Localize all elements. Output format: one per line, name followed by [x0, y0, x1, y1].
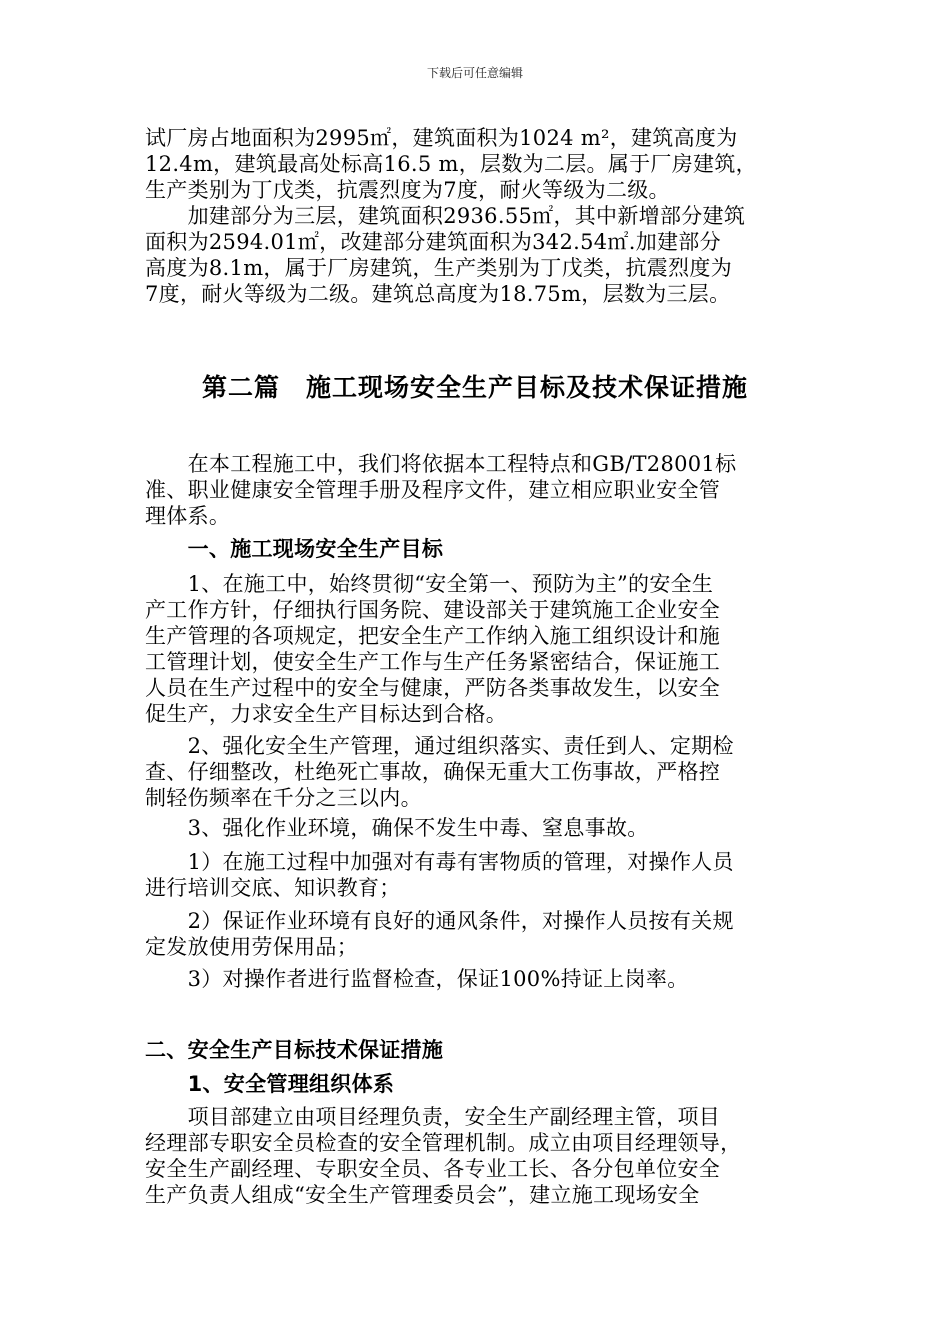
text-line: 高度为8.1m，属于厂房建筑，生产类别为丁戊类，抗震烈度为: [145, 256, 733, 280]
subsection-heading: 1、安全管理组织体系: [145, 1072, 395, 1096]
management-paragraph: [145, 1104, 810, 1208]
text-line: 面积为2594.01㎡，改建部分建筑面积为342.54㎡.加建部分: [145, 230, 721, 254]
text-line: 进行培训交底、知识教育；: [145, 876, 401, 900]
chapter-title: 第二篇 施工现场安全生产目标及技术保证措施: [201, 373, 748, 402]
text-line: 产工作方针，仔细执行国务院、建设部关于建筑施工企业安全: [145, 598, 721, 622]
text-line: 生产负责人组成“安全生产管理委员会”，建立施工现场安全: [145, 1183, 700, 1207]
text-line: 理体系。: [145, 504, 231, 528]
text-line: 生产管理的各项规定，把安全生产工作纳入施工组织设计和施: [145, 624, 721, 648]
text-line: 3、强化作业环境，确保不发生中毒、窒息事故。: [145, 816, 649, 840]
text-line: 安全生产副经理、专职安全员、各专业工长、各分包单位安全: [145, 1157, 721, 1181]
paragraph-intro-system: [145, 451, 810, 529]
text-line: 加建部分为三层，建筑面积2936.55㎡，其中新增部分建筑: [145, 204, 746, 228]
subsection-1-heading-wrap: [145, 1071, 810, 1097]
text-line: 试厂房占地面积为2995㎡，建筑面积为1024 m²，建筑高度为: [145, 126, 738, 150]
text-line: 2）保证作业环境有良好的通风条件，对操作人员按有关规: [145, 909, 734, 933]
text-line: 3）对操作者进行监督检查，保证100%持证上岗率。: [145, 967, 689, 991]
section-1-heading-wrap: [145, 536, 810, 562]
page-header: 下载后可任意编辑: [426, 66, 523, 80]
text-line: 人员在生产过程中的安全与健康，严防各类事故发生，以安全: [145, 676, 721, 700]
text-line: 制轻伤频率在千分之三以内。: [145, 786, 422, 810]
text-line: 7度，耐火等级为二级。建筑总高度为18.75m，层数为三层。: [145, 282, 731, 306]
section-heading: 二、安全生产目标技术保证措施: [145, 1038, 444, 1062]
text-line: 在本工程施工中，我们将依据本工程特点和GB/T28001标: [145, 452, 737, 476]
intro-paragraph: [145, 125, 810, 307]
text-line: 2、强化安全生产管理，通过组织落实、责任到人、定期检: [145, 734, 734, 758]
text-line: 12.4m，建筑最高处标高16.5 m，层数为二层。属于厂房建筑，: [145, 152, 757, 176]
sub-item-1-paragraph: [145, 849, 810, 901]
sub-item-2-paragraph: [145, 908, 810, 960]
text-line: 定发放使用劳保用品；: [145, 935, 358, 959]
text-line: 1）在施工过程中加强对有毒有害物质的管理，对操作人员: [145, 850, 734, 874]
section-2-heading-wrap: [145, 1037, 810, 1063]
item-2-paragraph: [145, 733, 810, 811]
sub-item-3-paragraph: [145, 966, 810, 992]
text-line: 准、职业健康安全管理手册及程序文件，建立相应职业安全管: [145, 478, 721, 502]
section-heading: 一、施工现场安全生产目标: [145, 537, 444, 561]
item-3-paragraph: [145, 815, 810, 841]
text-line: 1、在施工中，始终贯彻“安全第一、预防为主”的安全生: [145, 572, 714, 596]
text-line: 工管理计划，使安全生产工作与生产任务紧密结合，保证施工: [145, 650, 721, 674]
text-line: 项目部建立由项目经理负责，安全生产副经理主管，项目: [145, 1105, 721, 1129]
text-line: 促生产，力求安全生产目标达到合格。: [145, 702, 508, 726]
text-line: 查、仔细整改，杜绝死亡事故，确保无重大工伤事故，严格控: [145, 760, 721, 784]
text-line: 经理部专职安全员检查的安全管理机制。成立由项目经理领导，: [145, 1131, 742, 1155]
text-line: 生产类别为丁戊类，抗震烈度为7度，耐火等级为二级。: [145, 178, 670, 202]
item-1-paragraph: [145, 571, 810, 727]
